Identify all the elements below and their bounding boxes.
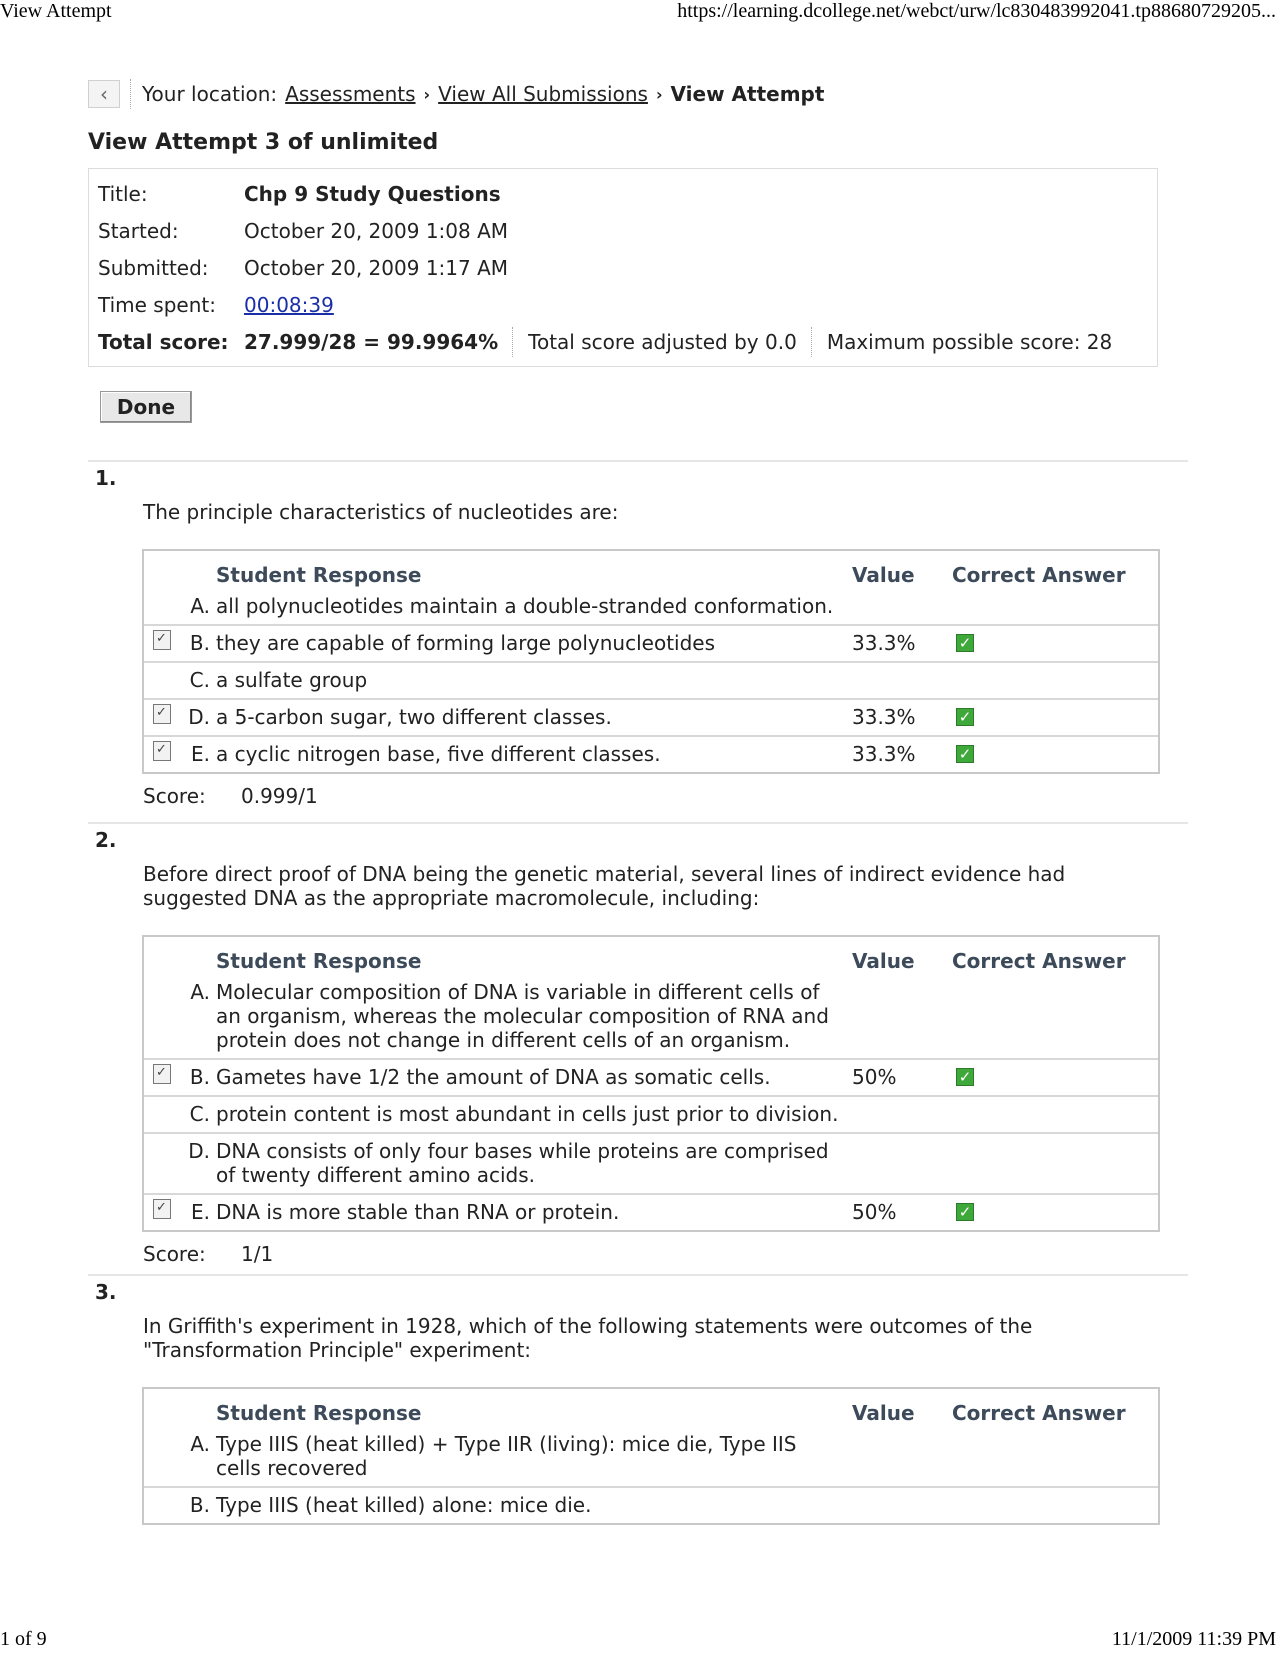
option-letter: B. (189, 631, 210, 655)
print-footer-datetime: 11/1/2009 11:39 PM (1111, 1628, 1276, 1650)
option-text: all polynucleotides maintain a double-stranded conformation. (216, 594, 834, 618)
summary-time-label: Time spent: (98, 292, 216, 317)
option-value (842, 663, 952, 674)
option-text: DNA is more stable than RNA or protein. (216, 1200, 620, 1224)
correct-cell (952, 737, 1158, 764)
time-spent-link[interactable]: 00:08:39 (244, 292, 334, 317)
score-value: 1/1 (241, 1242, 274, 1266)
question-divider (88, 822, 1188, 824)
response-table (142, 1387, 1160, 1525)
response-row (144, 1486, 1158, 1523)
print-header-url: https://learning.dcollege.net/webct/urw/lc830483992041.tp88680729205... (677, 0, 1276, 22)
response-table-header (144, 937, 1158, 975)
selected-cell (144, 1060, 180, 1084)
main-content (88, 76, 1188, 423)
breadcrumb-link-assessments[interactable]: Assessments (285, 82, 416, 106)
print-footer-page: 1 of 9 (0, 1628, 47, 1650)
selected-cell (144, 1134, 180, 1138)
selected-cell (144, 700, 180, 724)
question-score (143, 1242, 273, 1266)
option-letter: D. (188, 1139, 210, 1163)
score-label: Score: (143, 1242, 206, 1266)
question-number: 2. (95, 828, 117, 852)
response-table-header (144, 1389, 1158, 1427)
option-value: 50% (852, 1065, 897, 1089)
breadcrumb-current: View Attempt (670, 82, 825, 106)
option-value: 33.3% (852, 631, 916, 655)
correct-cell (952, 626, 1158, 653)
print-header-title: View Attempt (0, 0, 112, 22)
summary-title-row (98, 175, 1148, 212)
selected-cell (144, 589, 180, 593)
response-row (144, 1427, 1158, 1486)
summary-started-label: Started: (98, 218, 179, 243)
response-table (142, 935, 1160, 1232)
response-row (144, 735, 1158, 772)
header-student-response: Student Response (216, 563, 422, 587)
correct-cell (952, 1195, 1158, 1222)
header-correct-answer: Correct Answer (952, 563, 1126, 587)
header-student-response: Student Response (216, 949, 422, 973)
response-table (142, 549, 1160, 774)
selected-response-icon (153, 704, 171, 724)
question-divider (88, 460, 1188, 462)
max-score: Maximum possible score: 28 (826, 329, 1113, 354)
header-correct-answer: Correct Answer (952, 949, 1126, 973)
summary-started-value: October 20, 2009 1:08 AM (244, 218, 509, 243)
question-text: The principle characteristics of nucleotides are: (143, 500, 619, 524)
correct-cell (952, 700, 1158, 727)
option-text: Molecular composition of DNA is variable in different cells of an organism, whereas the molecular composition of RNA and protein does not change in different cells of an organism. (216, 980, 829, 1052)
option-letter: E. (191, 1200, 210, 1224)
attempt-summary (88, 168, 1158, 367)
option-letter: E. (191, 742, 210, 766)
header-correct-answer: Correct Answer (952, 1401, 1126, 1425)
option-letter: B. (189, 1493, 210, 1517)
header-value: Value (852, 563, 915, 587)
breadcrumb (88, 76, 1188, 112)
response-row (144, 1193, 1158, 1230)
correct-check-icon: ✓ (956, 1203, 974, 1221)
summary-started-row (98, 212, 1148, 249)
question-text: Before direct proof of DNA being the genetic material, several lines of indirect evidence had suggested DNA as the appropriate macromolecule, including: (143, 862, 1066, 910)
response-row (144, 1132, 1158, 1193)
question-score (143, 784, 318, 808)
selected-cell (144, 663, 180, 667)
breadcrumb-divider (130, 79, 132, 109)
header-value: Value (852, 949, 915, 973)
response-row (144, 975, 1158, 1058)
option-letter: A. (190, 594, 210, 618)
selected-cell (144, 1488, 180, 1492)
option-value (842, 1488, 952, 1499)
correct-cell (952, 1060, 1158, 1087)
summary-submitted-row (98, 249, 1148, 286)
selected-cell (144, 975, 180, 979)
print-footer (0, 1628, 1280, 1654)
correct-check-icon: ✓ (956, 708, 974, 726)
option-value (842, 1097, 952, 1108)
option-value: 33.3% (852, 705, 916, 729)
response-row (144, 661, 1158, 698)
selected-cell (144, 1195, 180, 1219)
divider (811, 327, 813, 357)
header-student-response: Student Response (216, 1401, 422, 1425)
correct-check-icon: ✓ (956, 1068, 974, 1086)
selected-cell (144, 626, 180, 650)
summary-title-value: Chp 9 Study Questions (244, 181, 501, 206)
selected-cell (144, 1097, 180, 1101)
option-letter: B. (189, 1065, 210, 1089)
option-text: a 5-carbon sugar, two different classes. (216, 705, 612, 729)
done-button[interactable]: Done (100, 391, 192, 423)
option-value (842, 1427, 952, 1438)
response-table-header (144, 551, 1158, 589)
option-text: Type IIIS (heat killed) + Type IIR (living): mice die, Type IIS cells recovered (216, 1432, 797, 1480)
summary-score-label: Total score: (98, 329, 229, 354)
option-value (842, 1134, 952, 1145)
summary-time-row (98, 286, 1148, 323)
response-row (144, 624, 1158, 661)
selected-response-icon (153, 741, 171, 761)
option-text: Type IIIS (heat killed) alone: mice die. (216, 1493, 592, 1517)
option-text: DNA consists of only four bases while proteins are comprised of twenty different amino acids. (216, 1139, 829, 1187)
response-row (144, 589, 1158, 624)
option-text: they are capable of forming large polynucleotides (216, 631, 716, 655)
breadcrumb-separator: › (423, 84, 431, 104)
option-letter: A. (190, 1432, 210, 1456)
selected-response-icon (153, 1199, 171, 1219)
correct-check-icon: ✓ (956, 634, 974, 652)
summary-title-label: Title: (98, 181, 148, 206)
summary-submitted-label: Submitted: (98, 255, 209, 280)
option-text: a sulfate group (216, 668, 368, 692)
correct-check-icon: ✓ (956, 745, 974, 763)
option-letter: D. (188, 705, 210, 729)
question-text: In Griffith's experiment in 1928, which of the following statements were outcomes of the "Transformation Principle" experiment: (143, 1314, 1033, 1362)
option-letter: C. (189, 668, 210, 692)
score-adjusted: Total score adjusted by 0.0 (528, 329, 797, 354)
option-value (842, 589, 952, 600)
option-text: Gametes have 1/2 the amount of DNA as somatic cells. (216, 1065, 771, 1089)
response-row (144, 1095, 1158, 1132)
selected-cell (144, 737, 180, 761)
option-value: 50% (852, 1200, 897, 1224)
response-row (144, 1058, 1158, 1095)
divider (512, 327, 514, 357)
response-row (144, 698, 1158, 735)
option-letter: C. (189, 1102, 210, 1126)
breadcrumb-separator: › (655, 84, 663, 104)
chevron-left-icon[interactable]: ‹ (88, 80, 120, 108)
print-header (0, 0, 1280, 26)
question-number: 1. (95, 466, 117, 490)
summary-score-row (98, 323, 1148, 360)
breadcrumb-prefix: Your location: (142, 82, 278, 106)
option-value: 33.3% (852, 742, 916, 766)
option-value (842, 975, 952, 986)
selected-response-icon (153, 630, 171, 650)
summary-score-value: 27.999/28 = 99.9964% (244, 329, 499, 354)
page-title: View Attempt 3 of unlimited (88, 130, 439, 155)
option-text: protein content is most abundant in cells just prior to division. (216, 1102, 839, 1126)
selected-response-icon (153, 1064, 171, 1084)
question-number: 3. (95, 1280, 117, 1304)
header-value: Value (852, 1401, 915, 1425)
question-divider (88, 1274, 1188, 1276)
selected-cell (144, 1427, 180, 1431)
score-value: 0.999/1 (241, 784, 318, 808)
breadcrumb-link-view-all-submissions[interactable]: View All Submissions (438, 82, 648, 106)
option-letter: A. (190, 980, 210, 1004)
option-text: a cyclic nitrogen base, five different classes. (216, 742, 661, 766)
summary-submitted-value: October 20, 2009 1:17 AM (244, 255, 509, 280)
score-label: Score: (143, 784, 206, 808)
